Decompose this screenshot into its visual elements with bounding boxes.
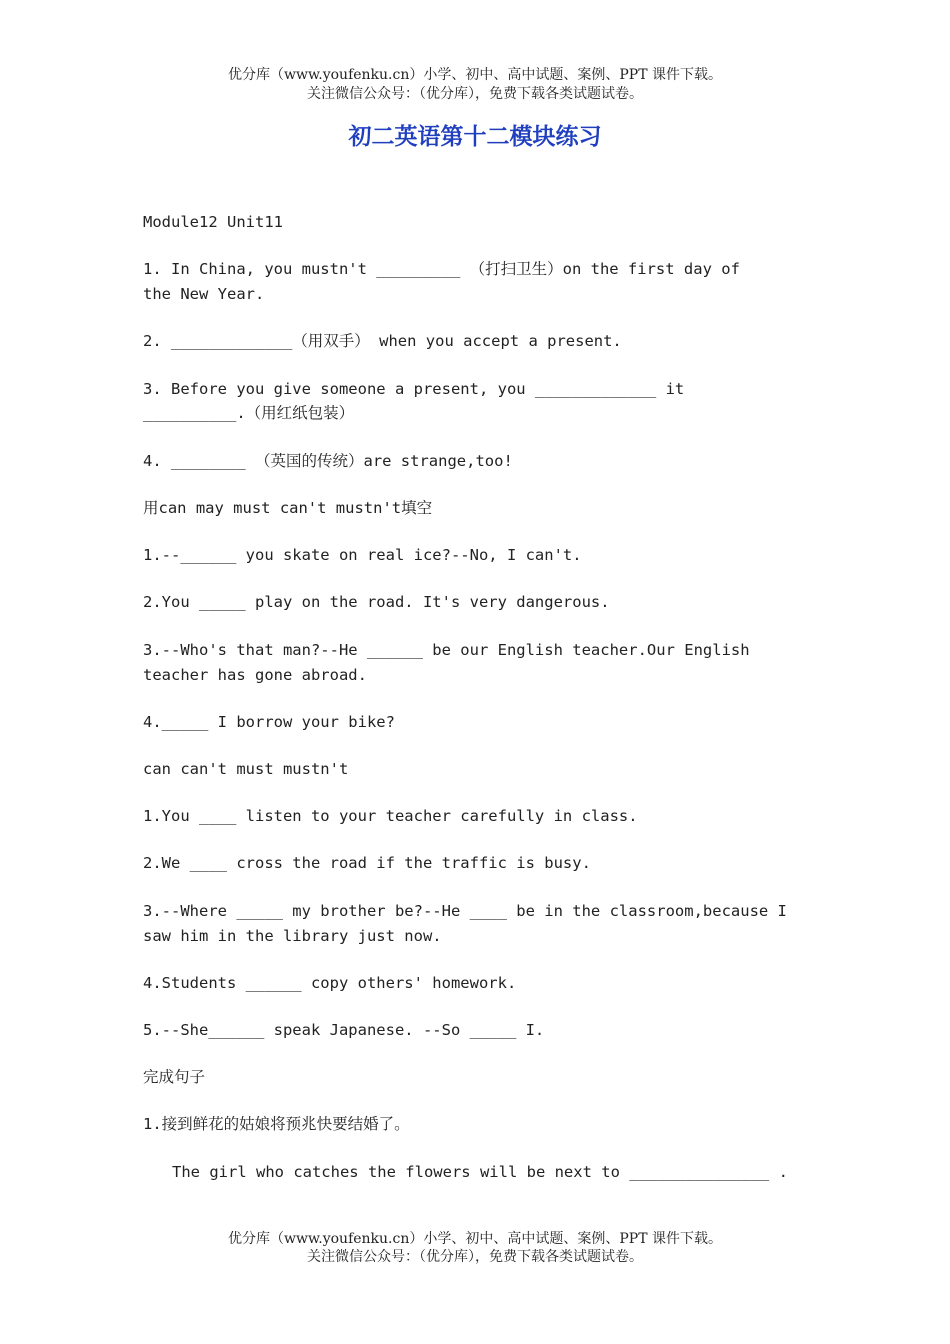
footer-line-2: 关注微信公众号：（优分库），免费下载各类试题试卷。: [307, 1249, 643, 1265]
part4-q1-chinese: 1.接到鲜花的姑娘将预兆快要结婚了。: [143, 1115, 410, 1133]
part1-q3-line2: __________.（用红纸包装）: [143, 404, 355, 422]
part1-q3-line1: 3. Before you give someone a present, you _____________ it: [143, 380, 685, 398]
part2-q3-line2: teacher has gone abroad.: [143, 666, 367, 684]
part3-q5: 5.--She______ speak Japanese. --So _____ I.: [143, 1021, 545, 1039]
part3-q2: 2.We ____ cross the road if the traffic is busy.: [143, 854, 591, 872]
part3-q3-line2: saw him in the library just now.: [143, 927, 442, 945]
module-label: Module12 Unit11: [143, 213, 283, 231]
part2-q3-line1: 3.--Who's that man?--He ______ be our English teacher.Our English: [143, 641, 750, 659]
part1-q1-line2: the New Year.: [143, 285, 265, 303]
part3-q3-line1: 3.--Where _____ my brother be?--He ____ be in the classroom,because I: [143, 902, 787, 920]
part1-q1-line1: 1. In China, you mustn't _________ （打扫卫生）on the first day of: [143, 260, 740, 278]
part2-q4: 4._____ I borrow your bike?: [143, 713, 395, 731]
part1-q2: 2. _____________（用双手） when you accept a present.: [143, 332, 622, 350]
part2-q2: 2.You _____ play on the road. It's very dangerous.: [143, 593, 610, 611]
header-line-2: 关注微信公众号：（优分库），免费下载各类试题试卷。: [307, 86, 643, 102]
part3-q1: 1.You ____ listen to your teacher carefully in class.: [143, 807, 638, 825]
part3-instruction: can can't must mustn't: [143, 760, 349, 778]
part2-instruction: 用can may must can't mustn't填空: [143, 499, 433, 517]
part3-q4: 4.Students ______ copy others' homework.: [143, 974, 517, 992]
page-title: 初二英语第十二模块练习: [348, 124, 602, 150]
footer-line-1: 优分库（www.youfenku.cn）小学、初中、高中试题、案例、PPT 课件下载。: [227, 1231, 722, 1247]
part1-q4: 4. ________ （英国的传统）are strange,too!: [143, 452, 513, 470]
header-line-1: 优分库（www.youfenku.cn）小学、初中、高中试题、案例、PPT 课件下载。: [227, 67, 722, 83]
part2-q1: 1.--______ you skate on real ice?--No, I can't.: [143, 546, 582, 564]
part4-q1-english: The girl who catches the flowers will be next to _______________ .: [172, 1163, 788, 1181]
part4-instruction: 完成句子: [143, 1068, 206, 1086]
